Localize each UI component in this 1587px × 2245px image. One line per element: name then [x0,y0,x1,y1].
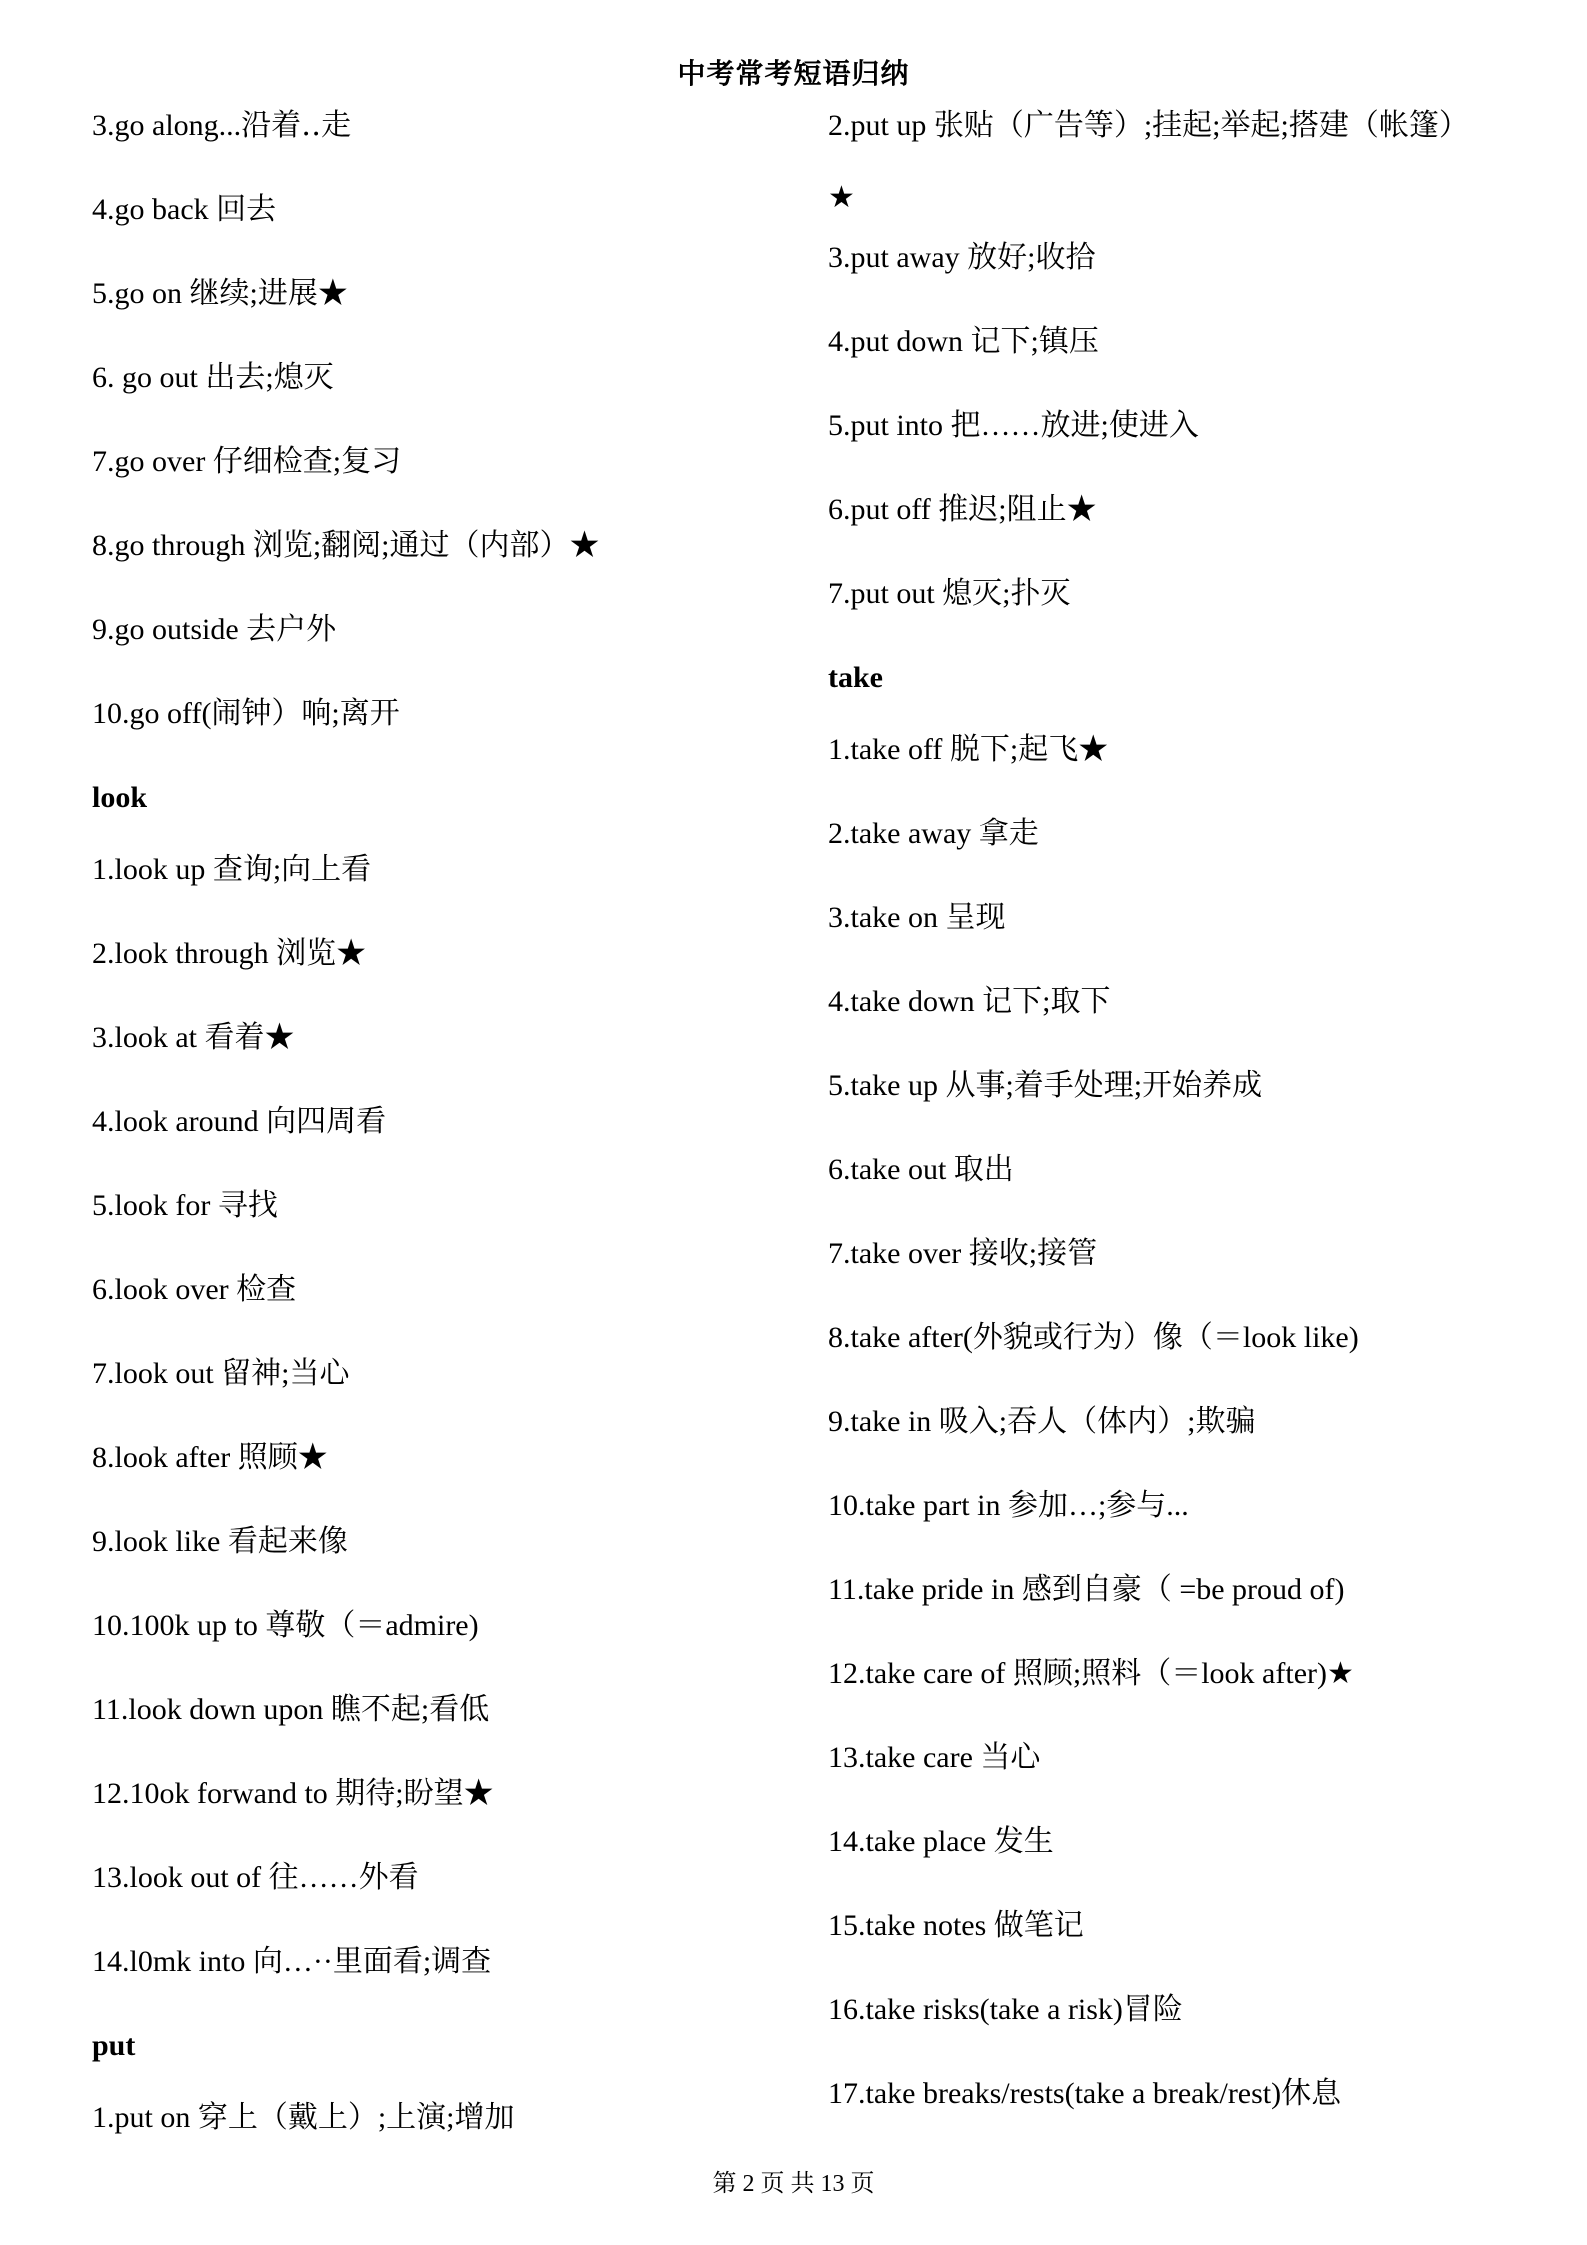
phrase-entry: 7.take over 接收;接管 [828,1237,1098,1270]
phrase-entry: 7.look out 留神;当心 [92,1357,350,1390]
phrase-entry: 1.put on 穿上（戴上）;上演;增加 [92,2101,515,2134]
phrase-entry: 10.take part in 参加…;参与... [828,1489,1189,1522]
phrase-entry: 12.10ok forwand to 期待;盼望★ [92,1777,494,1810]
phrase-entry: 7.put out 熄灭;扑灭 [828,577,1071,610]
phrase-entry: 3.look at 看着★ [92,1021,295,1054]
phrase-entry: 4.look around 向四周看 [92,1105,387,1138]
phrase-entry: 5.go on 继续;进展★ [92,277,348,310]
phrase-entry-continuation: ★ [828,181,855,214]
phrase-entry: 9.go outside 去户外 [92,613,337,646]
phrase-entry: 15.take notes 做笔记 [828,1909,1084,1942]
page-footer: 第 2 页 共 13 页 [712,2171,875,2197]
phrase-entry: 13.take care 当心 [828,1741,1041,1774]
phrase-entry: 8.look after 照顾★ [92,1441,328,1474]
phrase-entry: 2.put up 张贴（广告等）;挂起;举起;搭建（帐篷） [828,109,1469,142]
phrase-entry: 4.go back 回去 [92,193,277,226]
phrase-entry: 3.go along...沿着‥走 [92,109,352,142]
phrase-entry: 1.look up 查询;向上看 [92,853,372,886]
phrase-entry: 5.take up 从事;着手处理;开始养成 [828,1069,1263,1102]
phrase-entry: 14.take place 发生 [828,1825,1054,1858]
phrase-entry: 8.take after(外貌或行为）像（＝look like) [828,1321,1359,1354]
left-column [92,108,792,2184]
phrase-entry: 10.100k up to 尊敬（＝admire) [92,1609,479,1642]
phrase-entry: 3.put away 放好;收拾 [828,241,1096,274]
right-column [828,108,1548,2160]
phrase-entry: 6.put off 推迟;阻止★ [828,493,1097,526]
phrase-entry: 12.take care of 照顾;照料（＝look after)★ [828,1657,1354,1690]
phrase-entry: 16.take risks(take a risk)冒险 [828,1993,1183,2026]
phrase-entry: 11.look down upon 瞧不起;看低 [92,1693,490,1726]
phrase-entry: 5.look for 寻找 [92,1189,278,1222]
section-heading: look [92,781,148,814]
phrase-entry: 6.take out 取出 [828,1153,1014,1186]
phrase-entry: 2.look through 浏览★ [92,937,367,970]
phrase-entry: 8.go through 浏览;翻阅;通过（内部）★ [92,529,600,562]
phrase-entry: 10.go off(闹钟）响;离开 [92,697,400,730]
phrase-entry: 11.take pride in 感到自豪（ =be proud of) [828,1573,1345,1606]
section-heading: take [828,661,883,694]
phrase-entry: 5.put into 把……放进;使进入 [828,409,1199,442]
phrase-entry: 9.look like 看起来像 [92,1525,348,1558]
section-heading: put [92,2029,136,2062]
phrase-entry: 2.take away 拿走 [828,817,1039,850]
phrase-entry: 1.take off 脱下;起飞★ [828,733,1109,766]
page-title: 中考常考短语归纳 [677,59,910,90]
phrase-entry: 9.take in 吸入;吞人（体内）;欺骗 [828,1405,1256,1438]
phrase-entry: 6.look over 检查 [92,1273,297,1306]
phrase-entry: 4.take down 记下;取下 [828,985,1111,1018]
phrase-entry: 4.put down 记下;镇压 [828,325,1099,358]
phrase-entry: 13.look out of 往……外看 [92,1861,419,1894]
phrase-entry: 7.go over 仔细检查;复习 [92,445,402,478]
phrase-entry: 17.take breaks/rests(take a break/rest)休息 [828,2077,1342,2110]
phrase-entry: 6. go out 出去;熄灭 [92,361,334,394]
phrase-entry: 3.take on 呈现 [828,901,1006,934]
phrase-entry: 14.l0mk into 向…··里面看;调查 [92,1945,492,1978]
